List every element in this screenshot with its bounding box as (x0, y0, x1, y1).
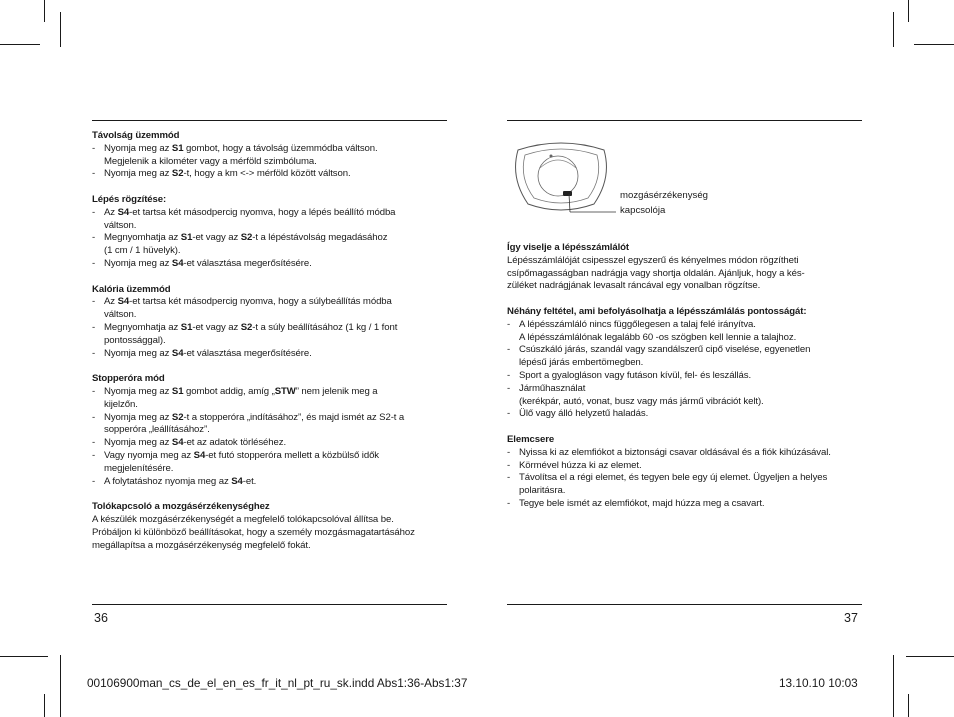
list-item: - Az S4-et tartsa két másodpercig nyomva, hogy a lépés beállító módba váltson. (92, 207, 457, 233)
list-item: - Nyomja meg az S4-et az adatok törléséhez. (92, 437, 457, 450)
section-heading: Lépés rögzítése: (92, 193, 167, 205)
list-item: - Nyissa ki az elemfiókot a biztonsági csavar oldásával és a fiók kihúzásával. (507, 447, 872, 460)
right-page-content (507, 242, 872, 511)
list-item: - Tegye bele ismét az elemfiókot, majd húzza meg a csavart. (507, 498, 872, 511)
right-top-rule (507, 120, 862, 121)
list-item: - Nyomja meg az S1 gombot, hogy a távolság üzemmódba váltson. Megjelenik a kilométer vagy a mérföld szimbóluma. (92, 143, 457, 169)
section-heading: Tolókapcsoló a mozgásérzékenységhez (92, 501, 270, 513)
slug-filename: 00106900man_cs_de_el_en_es_fr_it_nl_pt_ru_sk.indd Abs1:36-Abs1:37 (87, 676, 468, 690)
caption-line-2: kapcsolója (620, 205, 666, 216)
list-item: - A lépésszámláló nincs függőlegesen a talaj felé irányítva. A lépésszámlálónak legalább 60 -os szögben kell lennie a talajhoz. (507, 319, 872, 345)
section-heading: Távolság üzemmód (92, 130, 180, 141)
slug-datetime: 13.10.10 10:03 (779, 676, 858, 690)
list-item: - Körmével húzza ki az elemet. (507, 460, 872, 473)
list-item: - Járműhasználat (kerékpár, autó, vonat, busz vagy más jármű vibrációt kelt). (507, 383, 872, 409)
left-bottom-rule (92, 604, 447, 605)
body-text-line: csípőmagasságban nadrágja vagy shortja oldalán. Ajánljuk, hogy a kés- (507, 267, 805, 279)
body-text-line: megállapítsa a mozgásérzékenység megfelelő fokát. (92, 539, 311, 551)
section-heading: Kalória üzemmód (92, 283, 171, 295)
section-heading: Elemcsere (507, 433, 555, 445)
page-number-right: 37 (844, 611, 858, 625)
list-item: - Megnyomhatja az S1-et vagy az S2-t a súly beállításához (1 kg / 1 font pontossággal). (92, 322, 457, 348)
list-item: - Vagy nyomja meg az S4-et futó stopperóra mellett a közbülső idők megjelenítésére. (92, 450, 457, 476)
figure-caption (620, 188, 708, 218)
caption-line-1: mozgásérzékenység (620, 190, 708, 201)
body-text-line: züléket nadrágjának levasalt ráncával egy vonalban rögzítse. (507, 280, 761, 292)
right-bottom-rule (507, 604, 862, 605)
list-item: - Ülő vagy álló helyzetű haladás. (507, 408, 872, 421)
list-item: - Csúszkáló járás, szandál vagy szandálszerű cipő viselése, egyenetlen lépésű járás embertömegben. (507, 344, 872, 370)
body-text-line: A készülék mozgásérzékenységét a megfelelő tolókapcsolóval állítsa be. (92, 513, 394, 525)
list-item: - Sport a gyalogláson vagy futáson kívül, fel- és leszállás. (507, 370, 872, 383)
list-item: - Távolítsa el a régi elemet, és tegyen bele egy új elemet. Ügyeljen a helyes polaritásra. (507, 472, 872, 498)
list-item: - Nyomja meg az S2-t a stopperóra „indításához”, és majd ismét az S2-t a sopperóra „leállításához”. (92, 412, 457, 438)
section-heading: Így viselje a lépésszámlálót (507, 242, 629, 253)
left-top-rule (92, 120, 447, 121)
list-item: - Az S4-et tartsa két másodpercig nyomva, hogy a súlybeállítás módba váltson. (92, 296, 457, 322)
pedometer-figure (506, 138, 616, 223)
page-number-left: 36 (94, 611, 108, 625)
list-item: - Nyomja meg az S2-t, hogy a km <-> mérföld között váltson. (92, 168, 457, 181)
section-heading: Néhány feltétel, ami befolyásolhatja a lépésszámlálás pontosságát: (507, 305, 807, 317)
list-item: - Nyomja meg az S1 gombot addig, amíg „STW” nem jelenik meg a kijelzőn. (92, 386, 457, 412)
section-heading: Stopperóra mód (92, 373, 165, 385)
list-item: - A folytatáshoz nyomja meg az S4-et. (92, 476, 457, 489)
left-page-content (92, 130, 457, 552)
list-item: - Nyomja meg az S4-et választása megerősítésére. (92, 258, 457, 271)
list-item: - Megnyomhatja az S1-et vagy az S2-t a lépéstávolság megadásához (1 cm / 1 hüvelyk). (92, 232, 457, 258)
body-text-line: Próbáljon ki különböző beállításokat, hogy a személy mozgásmagatartásához (92, 526, 415, 538)
pedometer-back-icon (506, 138, 616, 218)
list-item: - Nyomja meg az S4-et választása megerősítésére. (92, 348, 457, 361)
body-text-line: Lépésszámlálóját csipesszel egyszerű és kényelmes módon rögzítheti (507, 254, 799, 266)
